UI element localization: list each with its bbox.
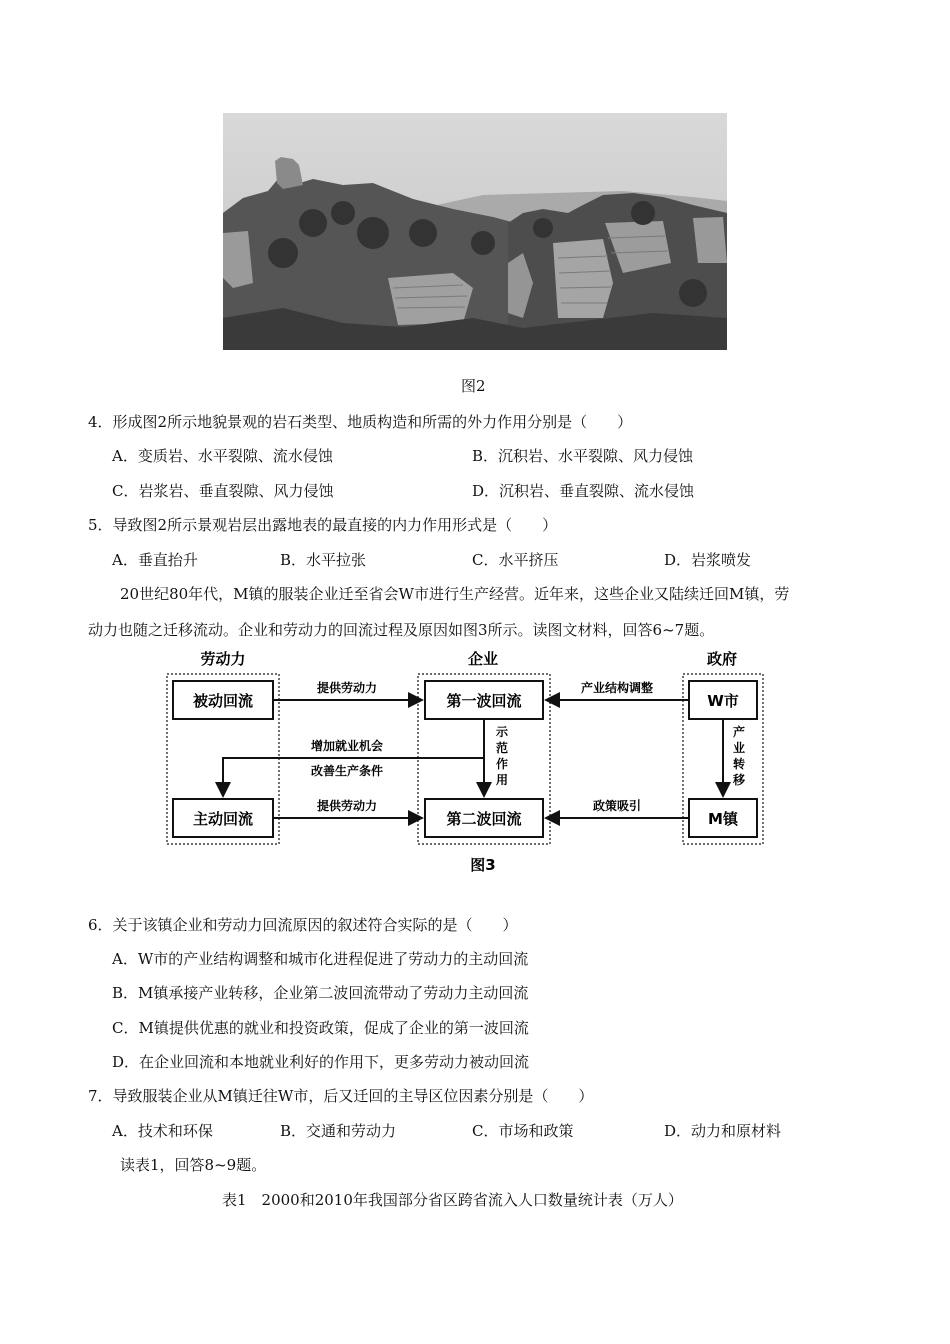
demo-char-1: 示 [495, 725, 509, 739]
landscape-photo [223, 113, 727, 350]
employment-label-1: 增加就业机会 [310, 739, 384, 753]
arrow-labor-bottom-label: 提供劳动力 [316, 799, 378, 813]
question-6-option-a: A．W市的产业结构调整和城市化进程促进了劳动力的主动回流 [112, 950, 529, 968]
demo-char-2: 范 [495, 741, 509, 755]
question-4-stem: 4．形成图2所示地貌景观的岩石类型、地质构造和所需的外力作用分别是（ ） [88, 413, 633, 431]
box-second-wave-label: 第二波回流 [446, 810, 522, 828]
header-labor: 劳动力 [200, 650, 246, 668]
transfer-char-4: 移 [732, 773, 746, 787]
question-6-option-b: B．M镇承接产业转移，企业第二波回流带动了劳动力主动回流 [112, 984, 529, 1002]
box-m-town-label: M镇 [708, 810, 738, 828]
question-7-option-a: A．技术和环保 [112, 1122, 213, 1140]
intro-line-1: 20世纪80年代，M镇的服装企业迁至省会W市进行生产经营。近年来，这些企业又陆续迁回M镇，劳 [120, 585, 790, 603]
demo-char-4: 用 [495, 773, 509, 787]
arrow-adjust-label: 产业结构调整 [580, 681, 654, 695]
box-active-return-label: 主动回流 [192, 810, 254, 828]
question-5-option-a: A．垂直抬升 [112, 551, 198, 569]
question-7-stem: 7．导致服装企业从M镇迁往W市，后又迁回的主导区位因素分别是（ ） [88, 1087, 594, 1105]
demo-char-3: 作 [495, 757, 509, 771]
question-7-option-d: D．动力和原材料 [664, 1122, 782, 1140]
question-4-option-b: B．沉积岩、水平裂隙、风力侵蚀 [472, 447, 694, 465]
question-5-option-d: D．岩浆喷发 [664, 551, 752, 569]
question-7-option-b: B．交通和劳动力 [280, 1122, 397, 1140]
transfer-char-1: 产 [732, 725, 746, 739]
table-caption: 表1 2000和2010年我国部分省区跨省流入人口数量统计表（万人） [222, 1191, 683, 1209]
question-4-option-c: C．岩浆岩、垂直裂隙、风力侵蚀 [112, 482, 334, 500]
question-5-option-c: C．水平挤压 [472, 551, 559, 569]
question-4-option-d: D．沉积岩、垂直裂隙、流水侵蚀 [472, 482, 695, 500]
question-4-option-a: A．变质岩、水平裂隙、流水侵蚀 [112, 447, 333, 465]
figure2-caption: 图2 [461, 377, 486, 395]
question-6-stem: 6．关于该镇企业和劳动力回流原因的叙述符合实际的是（ ） [88, 916, 518, 934]
arrow-policy-label: 政策吸引 [592, 799, 642, 813]
figure3-diagram [165, 648, 780, 876]
header-enterprise: 企业 [467, 650, 499, 668]
question-5-option-b: B．水平拉张 [280, 551, 367, 569]
figure3-caption: 图3 [470, 856, 496, 874]
transfer-char-3: 转 [732, 757, 746, 771]
transfer-char-2: 业 [732, 741, 746, 755]
question-6-option-d: D．在企业回流和本地就业利好的作用下，更多劳动力被动回流 [112, 1053, 530, 1071]
box-passive-return-label: 被动回流 [192, 692, 254, 710]
intro-line-2: 动力也随之迁移流动。企业和劳动力的回流过程及原因如图3所示。读图文材料，回答6~7题。 [88, 621, 715, 639]
employment-label-2: 改善生产条件 [310, 764, 384, 778]
question-7-option-c: C．市场和政策 [472, 1122, 574, 1140]
question-5-stem: 5．导致图2所示景观岩层出露地表的最直接的内力作用形式是（ ） [88, 516, 558, 534]
box-w-city-label: W市 [707, 692, 739, 710]
question-6-option-c: C．M镇提供优惠的就业和投资政策，促成了企业的第一波回流 [112, 1019, 529, 1037]
table-intro: 读表1，回答8~9题。 [120, 1156, 267, 1174]
arrow-labor-top-label: 提供劳动力 [316, 681, 378, 695]
header-government: 政府 [706, 650, 738, 668]
box-first-wave-label: 第一波回流 [446, 692, 522, 710]
